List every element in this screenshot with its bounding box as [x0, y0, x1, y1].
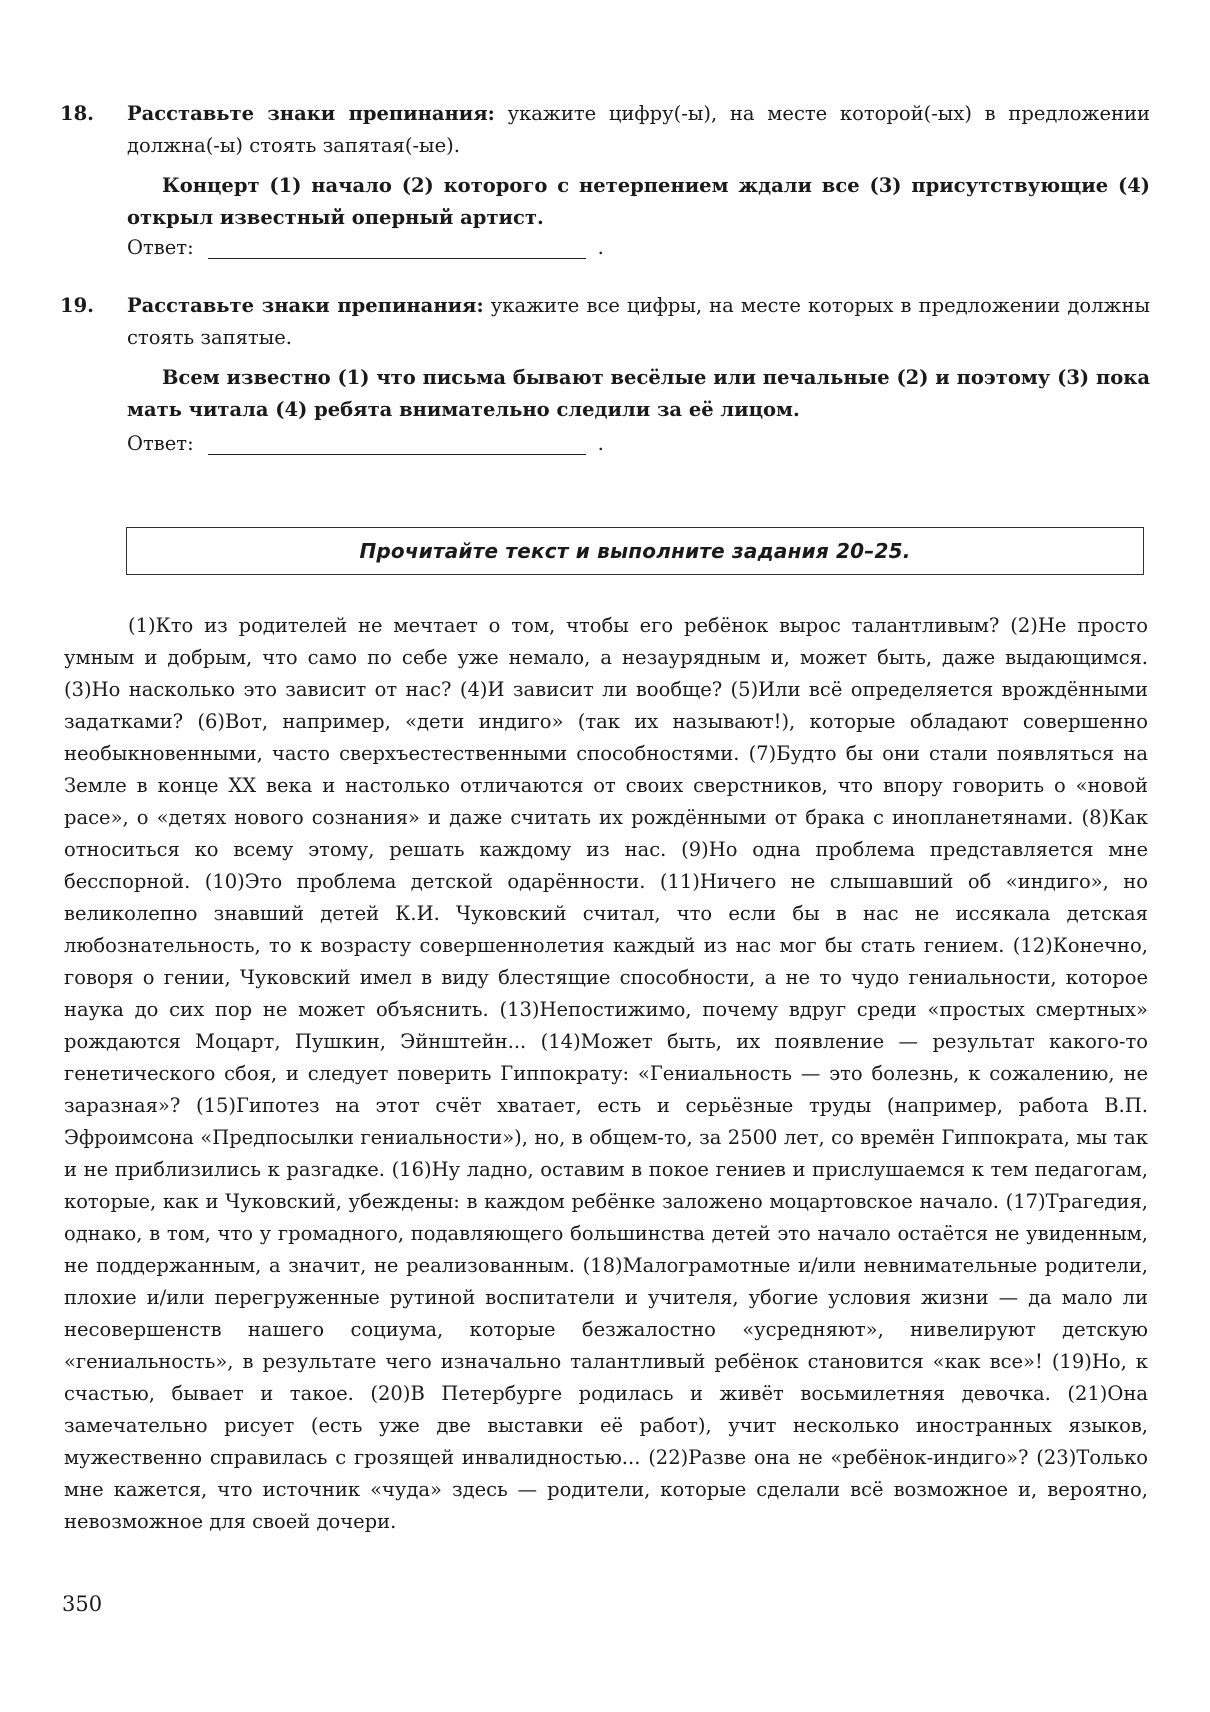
answer-dot: .	[597, 432, 604, 455]
page-number: 350	[62, 1592, 103, 1616]
task-instruction	[127, 290, 1150, 354]
instruction-text: укажите все цифры, на месте которых в предложении должны стоять запятые.	[127, 294, 1150, 349]
answer-field[interactable]	[208, 236, 586, 259]
task-number: 19.	[60, 294, 94, 317]
answer-row-19	[127, 432, 604, 455]
instruction-text: укажите цифру(-ы), на месте которой(-ых) в предложении должна(-ы) стоять запятая(-ые).	[127, 102, 1150, 157]
task-number: 18.	[60, 102, 94, 125]
instruction-bold: Расставьте знаки препинания:	[127, 294, 484, 317]
answer-row-18	[127, 236, 604, 259]
task-18	[60, 98, 1150, 234]
reading-instruction: Прочитайте текст и выполните задания 20–25.	[359, 539, 911, 563]
answer-dot: .	[597, 236, 604, 259]
task-19	[60, 290, 1150, 426]
task-instruction	[127, 98, 1150, 162]
task-sentence: Всем известно (1) что письма бывают весёлые или печальные (2) и поэтому (3) пока мать читала (4) ребята внимательно следили за её лицом.	[127, 366, 1150, 421]
answer-label: Ответ:	[127, 236, 194, 259]
answer-field[interactable]	[208, 432, 586, 455]
reading-instruction-box	[126, 527, 1144, 575]
answer-label: Ответ:	[127, 432, 194, 455]
task-sentence: Концерт (1) начало (2) которого с нетерпением ждали все (3) присутствующие (4) открыл известный оперный артист.	[127, 174, 1150, 229]
instruction-bold: Расставьте знаки препинания:	[127, 102, 495, 125]
reading-text	[64, 610, 1148, 1538]
reading-text-body: (1)Кто из родителей не мечтает о том, чтобы его ребёнок вырос талантливым? (2)Не просто умным и добрым, что само по себе уже немало, а незаурядным и, может быть, даже выдающимся. (3)Но насколько это зависит от нас? (4)И зависит ли вообще? (5)Или всё определяется врождёнными задатками? (6)Вот, например, «дети индиго» (так их называют!), которые обладают совершенно необыкновенными, часто сверхъестественными способностями. (7)Будто бы они стали появляться на Земле в конце XX века и настолько отличаются от своих сверстников, что впору говорить о «новой расе», о «детях нового сознания» и даже считать их рождёнными от брака с инопланетянами. (8)Как относиться ко всему этому, решать каждому из нас. (9)Но одна проблема представляется мне бесспорной. (10)Это проблема детской одарённости. (11)Ничего не слышавший об «индиго», но великолепно знавший детей К.И. Чуковский считал, что если бы в нас не иссякала детская любознательность, то к возрасту совершеннолетия каждый из нас мог бы стать гением. (12)Конечно, говоря о гении, Чуковский имел в виду блестящие способности, а не то чудо гениальности, которое наука до сих пор не может объяснить. (13)Непостижимо, почему вдруг среди «простых смертных» рождаются Моцарт, Пушкин, Эйнштейн... (14)Может быть, их появление — результат какого-то генетического сбоя, и следует поверить Гиппократу: «Гениальность — это болезнь, к сожалению, не заразная»? (15)Гипотез на этот счёт хватает, есть и серьёзные труды (например, работа В.П. Эфроимсона «Предпосылки гениальности»), но, в общем-то, за 2500 лет, со времён Гиппократа, мы так и не приблизились к разгадке. (16)Ну ладно, оставим в покое гениев и прислушаемся к тем педагогам, которые, как и Чуковский, убеждены: в каждом ребёнке заложено моцартовское начало. (17)Трагедия, однако, в том, что у громадного, подавляющего большинства детей это начало остаётся не увиденным, не поддержанным, а значит, не реализованным. (18)Малограмотные и/или невнимательные родители, плохие и/или перегруженные рутиной воспитатели и учителя, убогие условия жизни — да мало ли несовершенств нашего социума, которые безжалостно «усредняют», нивелируют детскую «гениальность», в результате чего изначально талантливый ребёнок становится «как все»! (19)Но, к счастью, бывает и такое. (20)В Петербурге родилась и живёт восьмилетняя девочка. (21)Она замечательно рисует (есть уже две выставки её работ), учит несколько иностранных языков, мужественно справилась с грозящей инвалидностью... (22)Разве она не «ребёнок-индиго»? (23)Только мне кажется, что источник «чуда» здесь — родители, которые сделали всё возможное и, вероятно, невозможное для своей дочери.	[64, 614, 1148, 1533]
